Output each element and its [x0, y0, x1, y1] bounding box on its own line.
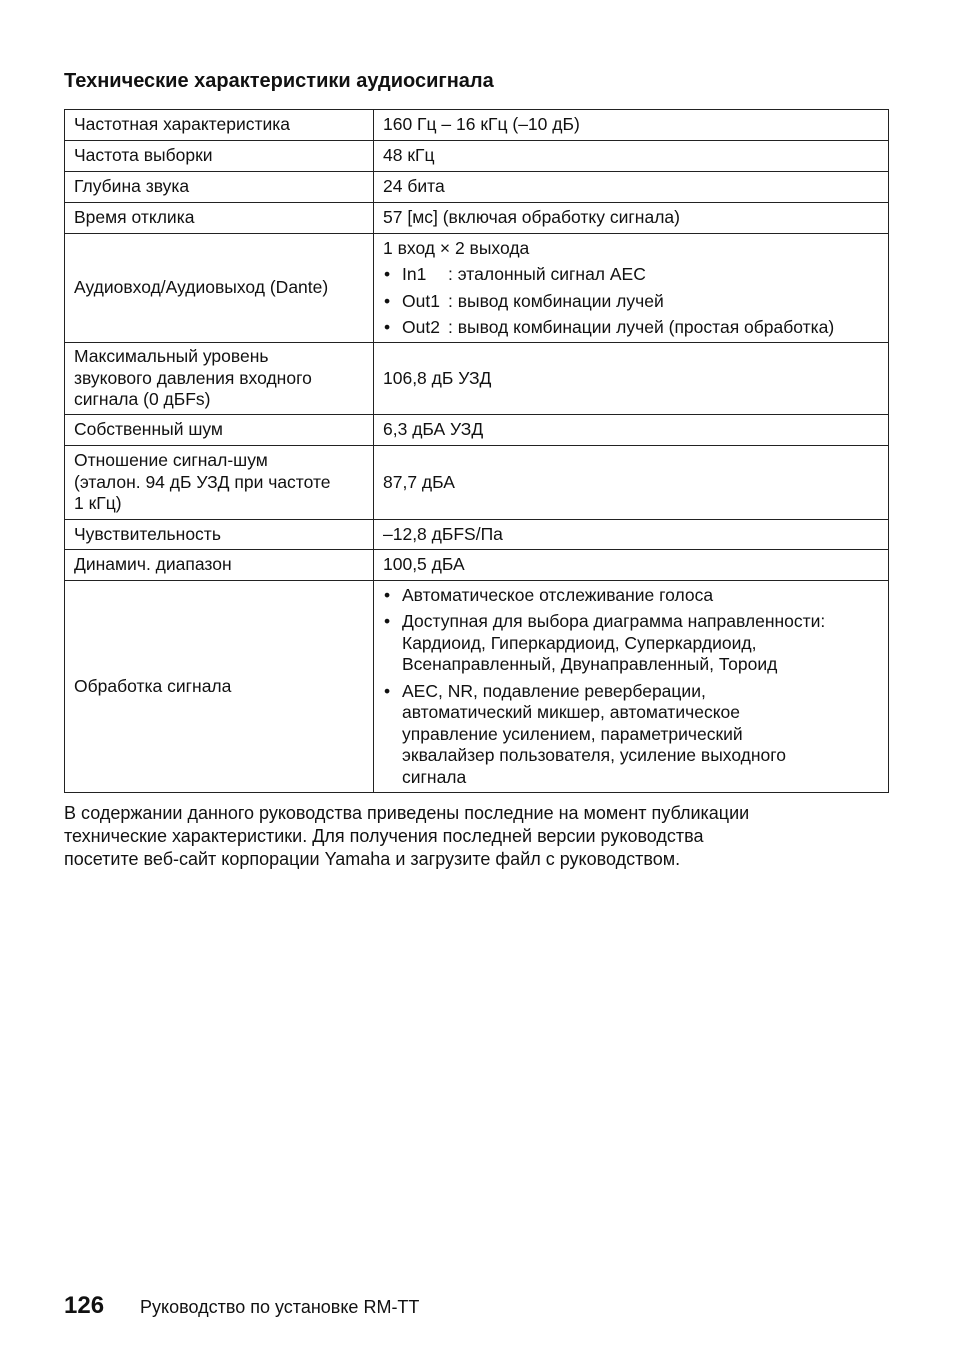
processing-list — [383, 585, 879, 789]
spec-label — [65, 343, 374, 415]
list-item — [383, 681, 879, 789]
table-row — [65, 234, 889, 343]
page-footer — [64, 1292, 419, 1320]
spec-label: Глубина звука — [65, 172, 374, 203]
spec-label: Частотная характеристика — [65, 110, 374, 141]
spec-value: 106,8 дБ УЗД — [374, 343, 889, 415]
table-row — [65, 550, 889, 581]
item-line: • Доступная для выбора диаграмма направленности: — [402, 611, 826, 632]
list-item — [383, 611, 879, 676]
table-row — [65, 581, 889, 793]
io-summary: 1 вход × 2 выхода — [383, 237, 530, 258]
label-line: звукового давления входного — [74, 367, 312, 388]
list-item — [383, 264, 879, 286]
manual-title: Руководство по установке RM-TT — [140, 1297, 420, 1317]
spec-label: Время отклика — [65, 203, 374, 234]
item-line: сигнала — [402, 766, 467, 787]
list-item — [383, 317, 879, 339]
spec-value: 24 бита — [374, 172, 889, 203]
io-list — [383, 264, 879, 339]
io-description: : вывод комбинации лучей — [448, 290, 664, 311]
note-line: посетите веб-сайт корпорации Yamaha и загрузите файл с руководством. — [64, 849, 681, 869]
spec-table — [64, 109, 889, 793]
note-line: В содержании данного руководства приведены последние на момент публикации — [64, 803, 750, 823]
io-channel: Out2 — [402, 317, 440, 337]
spec-value: 6,3 дБА УЗД — [374, 415, 889, 446]
item-line: управление усилением, параметрический — [402, 723, 743, 744]
io-channel: In1 — [402, 264, 427, 284]
table-row — [65, 203, 889, 234]
label-line: 1 кГц) — [74, 493, 122, 514]
spec-label: Собственный шум — [65, 415, 374, 446]
table-row — [65, 172, 889, 203]
io-channel: Out1 — [402, 290, 440, 311]
table-row — [65, 415, 889, 446]
item-line: эквалайзер пользователя, усиление выходного — [402, 745, 787, 766]
spec-value — [374, 581, 889, 793]
table-row — [65, 110, 889, 141]
spec-value: –12,8 дБFS/Па — [374, 520, 889, 550]
spec-label — [65, 446, 374, 520]
spec-value: 87,7 дБА — [374, 446, 889, 520]
label-line: Максимальный уровень — [74, 346, 269, 367]
spec-value: 100,5 дБА — [374, 550, 889, 581]
item-line: • Автоматическое отслеживание голоса — [402, 584, 714, 605]
item-line: Всенаправленный, Двунаправленный, Тороид — [402, 654, 778, 675]
io-description: : эталонный сигнал AEC — [448, 264, 646, 284]
note-line: технические характеристики. Для получения последней версии руководства — [64, 826, 704, 846]
page-number: 126 — [64, 1292, 105, 1319]
publication-note — [64, 802, 894, 871]
table-row — [65, 141, 889, 172]
io-description: : вывод комбинации лучей (простая обработка) — [448, 317, 835, 337]
item-line: автоматический микшер, автоматическое — [402, 702, 741, 723]
spec-value: 48 кГц — [374, 141, 889, 172]
item-line: Кардиоид, Гиперкардиоид, Суперкардиоид, — [402, 632, 757, 653]
label-line: сигнала (0 дБFs) — [74, 389, 211, 410]
spec-value: 57 [мс] (включая обработку сигнала) — [374, 203, 889, 234]
item-line: • AEC, NR, подавление реверберации, — [402, 680, 706, 701]
list-item — [383, 291, 879, 313]
spec-label: Аудиовход/Аудиовыход (Dante) — [65, 234, 374, 343]
spec-label: Динамич. диапазон — [65, 550, 374, 581]
page-title: Технические характеристики аудиосигнала — [64, 70, 494, 92]
spec-value: 160 Гц – 16 кГц (–10 дБ) — [374, 110, 889, 141]
spec-label: Частота выборки — [65, 141, 374, 172]
spec-label: Чувствительность — [65, 520, 374, 550]
table-row — [65, 446, 889, 520]
label-line: Отношение сигнал-шум — [74, 450, 268, 471]
spec-label: Обработка сигнала — [65, 581, 374, 793]
table-row — [65, 343, 889, 415]
spec-value — [374, 234, 889, 343]
label-line: (эталон. 94 дБ УЗД при частоте — [74, 471, 331, 492]
list-item — [383, 585, 879, 607]
table-row — [65, 520, 889, 550]
